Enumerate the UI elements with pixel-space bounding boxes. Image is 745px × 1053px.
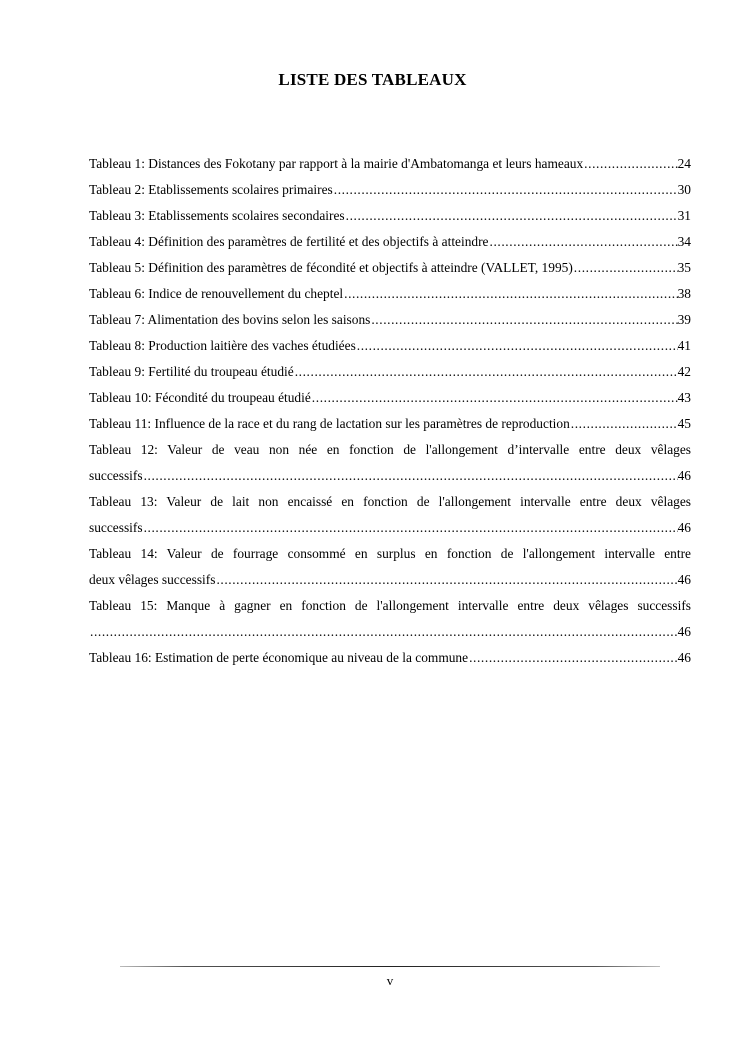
toc-entry-page: 34 [677,234,691,249]
toc-entry-page: 30 [677,182,691,197]
toc-entry-text: Tableau 16: Estimation de perte économique au niveau de la commune [89,650,469,665]
toc-entry[interactable] [89,359,691,385]
toc-entry-text: Tableau 11: Influence de la race et du rang de lactation sur les paramètres de reproduction [89,416,570,431]
leader-dots [143,515,678,541]
toc-entry[interactable] [89,281,691,307]
toc-entry-text: Tableau 4: Définition des paramètres de fertilité et des objectifs à atteindre [89,234,489,249]
toc-entry-text: Tableau 13: Valeur de lait non encaissé en fonction de l'allongement intervalle entre deux vêlages [89,494,691,509]
toc-entry-text: Tableau 2: Etablissements scolaires primaires [89,182,333,197]
toc-entry-text: Tableau 1: Distances des Fokotany par rapport à la mairie d'Ambatomanga et leurs hameaux [89,156,584,171]
toc-entry[interactable] [89,411,691,437]
toc-entry-page: 31 [677,208,691,223]
toc-entry-text: Tableau 6: Indice de renouvellement du cheptel [89,286,344,301]
toc-entry-text-continued: successifs [89,520,143,535]
toc-entry[interactable] [89,333,691,359]
toc-entry-text: Tableau 3: Etablissements scolaires secondaires [89,208,345,223]
leader-dots [468,645,678,671]
leader-dots [370,307,677,333]
toc-entry-text: Tableau 8: Production laitière des vaches étudiées [89,338,356,353]
leader-dots [143,463,678,489]
leader-dots [356,333,678,359]
toc-entry-text-continued: deux vêlages successifs [89,572,216,587]
table-of-tables [89,151,691,671]
toc-entry-page: 46 [677,650,691,665]
toc-entry[interactable] [89,541,691,593]
toc-entry-text: Tableau 7: Alimentation des bovins selon les saisons [89,312,371,327]
leader-dots [215,567,677,593]
toc-entry-text: Tableau 9: Fertilité du troupeau étudié [89,364,294,379]
toc-entry-page: 45 [677,416,691,431]
leader-dots [489,229,678,255]
toc-entry-page: 39 [677,312,691,327]
toc-entry-page: 46 [677,572,691,587]
toc-entry-page: 43 [677,390,691,405]
toc-entry-text: Tableau 12: Valeur de veau non née en fonction de l'allongement d’intervalle entre deux vêlages [89,442,691,457]
toc-entry[interactable] [89,489,691,541]
leader-dots [343,281,677,307]
leader-dots [311,385,678,411]
leader-dots [333,177,678,203]
toc-entry-text: Tableau 15: Manque à gagner en fonction de l'allongement intervalle entre deux vêlages successifs [89,598,691,613]
toc-entry-page: 35 [677,260,691,275]
toc-entry[interactable] [89,593,691,645]
toc-entry[interactable] [89,177,691,203]
leader-dots [583,151,677,177]
toc-entry-page: 46 [677,520,691,535]
leader-dots [345,203,678,229]
toc-entry[interactable] [89,151,691,177]
toc-entry[interactable] [89,437,691,489]
toc-entry-text: Tableau 10: Fécondité du troupeau étudié [89,390,311,405]
toc-entry-page: 24 [677,156,691,171]
toc-entry[interactable] [89,229,691,255]
leader-dots [294,359,678,385]
toc-entry-page: 46 [677,468,691,483]
toc-entry[interactable] [89,307,691,333]
footer-divider [120,966,660,967]
page-number: v [386,973,394,988]
toc-entry[interactable] [89,645,691,671]
toc-entry-text: Tableau 14: Valeur de fourrage consommé en surplus en fonction de l'allongement intervalle entre [89,546,691,561]
toc-entry[interactable] [89,255,691,281]
toc-entry-page: 46 [677,624,691,639]
toc-entry-text: Tableau 5: Définition des paramètres de fécondité et objectifs à atteindre (VALLET, 1995) [89,260,573,275]
toc-entry-page: 41 [677,338,691,353]
leader-dots [89,619,678,645]
toc-entry-page: 42 [677,364,691,379]
toc-entry-page: 38 [677,286,691,301]
page-title: LISTE DES TABLEAUX [278,70,467,89]
toc-entry[interactable] [89,203,691,229]
toc-entry-text-continued: successifs [89,468,143,483]
leader-dots [573,255,678,281]
toc-entry[interactable] [89,385,691,411]
leader-dots [570,411,678,437]
